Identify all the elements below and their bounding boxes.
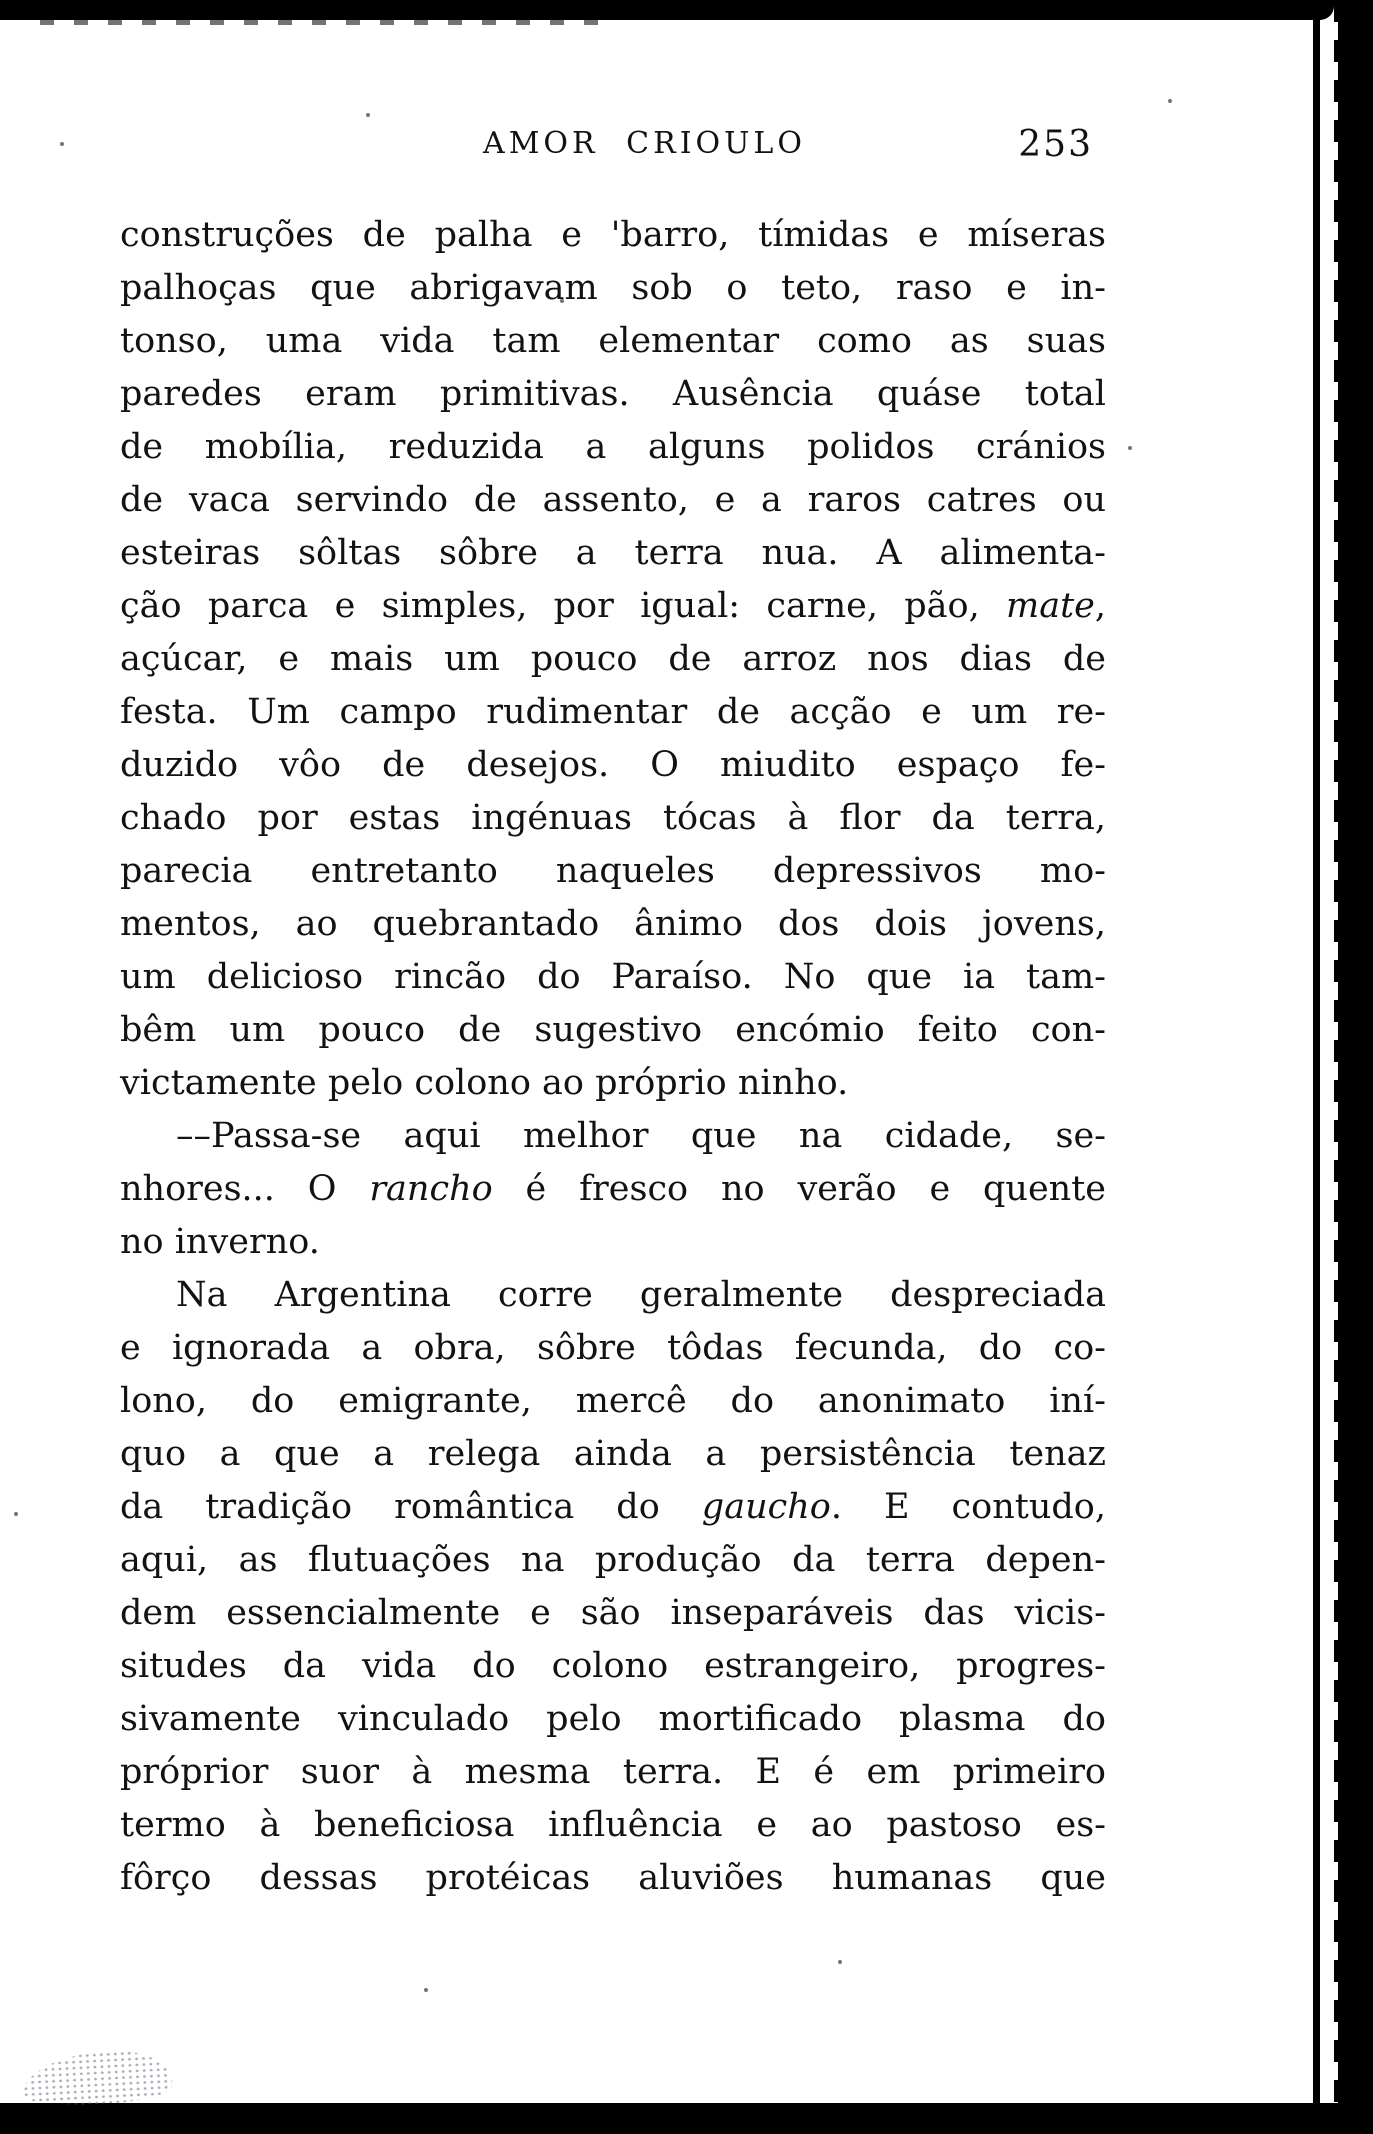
text-segment: . E contudo,: [830, 1487, 1106, 1527]
scan-bottom-bar: [0, 2103, 1373, 2134]
text-segment: sivamente vinculado pelo mortificado plasma do: [120, 1699, 1106, 1739]
text-segment: parecia entretanto naqueles depressivos mo-: [120, 851, 1106, 891]
text-segment: bêm um pouco de sugestivo encómio feito con-: [120, 1010, 1106, 1050]
text-segment: duzido vôo de desejos. O miudito espaço fe-: [120, 745, 1106, 785]
scan-speck: [14, 1512, 18, 1516]
text-line: [120, 1216, 1106, 1269]
scan-speck: [838, 1960, 842, 1964]
scan-right-rule: [1313, 10, 1320, 2106]
text-segment: aqui, as flutuações na produção da terra depen-: [120, 1540, 1106, 1580]
page-header: [120, 126, 1105, 170]
scan-speck: [366, 113, 370, 117]
text-line: [120, 527, 1106, 580]
text-segment: próprior suor à mesma terra. E é em primeiro: [120, 1752, 1106, 1792]
text-line: [120, 792, 1106, 845]
text-segment: termo à beneficiosa influência e ao pastoso es-: [120, 1805, 1106, 1845]
text-segment: açúcar, e mais um pouco de arroz nos dias de: [120, 639, 1106, 679]
text-line: [120, 209, 1106, 262]
text-line: [120, 898, 1106, 951]
text-line: [120, 1481, 1106, 1534]
text-segment: de mobília, reduzida a alguns polidos cránios: [120, 427, 1106, 467]
text-segment: de vaca servindo de assento, e a raros catres ou: [120, 480, 1106, 520]
scan-speck: [1128, 446, 1132, 450]
scan-speck: [60, 142, 64, 146]
text-line: [120, 1746, 1106, 1799]
text-line: [120, 262, 1106, 315]
text-segment: chado por estas ingénuas tócas à flor da terra,: [120, 798, 1106, 838]
text-segment: construções de palha e 'barro, tímidas e míseras: [120, 215, 1106, 255]
text-line: [120, 1693, 1106, 1746]
text-segment: no inverno.: [120, 1222, 320, 1262]
italic-word: gaucho: [701, 1487, 831, 1527]
italic-word: mate: [1006, 586, 1095, 626]
text-segment: paredes eram primitivas. Ausência quáse total: [120, 374, 1106, 414]
text-line: [120, 1322, 1106, 1375]
text-line: [120, 951, 1106, 1004]
text-line: [120, 421, 1106, 474]
scan-speck: [1168, 99, 1172, 103]
text-line: [120, 739, 1106, 792]
scan-smudge: [21, 2048, 174, 2108]
text-line: [120, 633, 1106, 686]
text-segment: quo a que a relega ainda a persistência tenaz: [120, 1434, 1106, 1474]
text-line: [120, 845, 1106, 898]
text-segment: é fresco no verão e quente: [492, 1169, 1106, 1209]
text-line: [120, 1640, 1106, 1693]
text-segment: fôrço dessas protéicas aluviões humanas que: [120, 1858, 1106, 1898]
text-line: [120, 1534, 1106, 1587]
text-segment: esteiras sôltas sôbre a terra nua. A alimenta-: [120, 533, 1106, 573]
text-line: [120, 1057, 1106, 1110]
text-line: [120, 474, 1106, 527]
text-segment: ––Passa-se aqui melhor que na cidade, se-: [176, 1116, 1106, 1156]
text-segment: dem essencialmente e são inseparáveis das vicis-: [120, 1593, 1106, 1633]
text-segment: um delicioso rincão do Paraíso. No que ia tam-: [120, 957, 1106, 997]
text-segment: ,: [1094, 586, 1106, 626]
text-line: [120, 1004, 1106, 1057]
text-line: [120, 315, 1106, 368]
text-line: [120, 1163, 1106, 1216]
text-segment: situdes da vida do colono estrangeiro, progres-: [120, 1646, 1106, 1686]
text-segment: ção parca e simples, por igual: carne, pão,: [120, 586, 1007, 626]
text-line: [120, 1587, 1106, 1640]
text-line: [120, 368, 1106, 421]
text-segment: e ignorada a obra, sôbre tôdas fecunda, do co-: [120, 1328, 1106, 1368]
text-line: [120, 686, 1106, 739]
text-line: [120, 580, 1106, 633]
text-segment: tonso, uma vida tam elementar como as suas: [120, 321, 1106, 361]
text-line: [120, 1428, 1106, 1481]
text-segment: lono, do emigrante, mercê do anonimato iní-: [120, 1381, 1106, 1421]
text-line: [120, 1269, 1106, 1322]
text-line: [120, 1110, 1106, 1163]
text-segment: da tradição romântica do: [120, 1487, 702, 1527]
page-number: 253: [1018, 124, 1093, 165]
body-text: [120, 209, 1106, 1905]
text-segment: palhoças que abrigavam sob o teto, raso e in-: [120, 268, 1106, 308]
text-segment: nhores... O: [120, 1169, 370, 1209]
running-title: AMOR CRIOULO: [483, 126, 806, 161]
text-segment: festa. Um campo rudimentar de acção e um re-: [120, 692, 1106, 732]
text-segment: Na Argentina corre geralmente despreciada: [176, 1275, 1106, 1315]
text-line: [120, 1375, 1106, 1428]
italic-word: rancho: [369, 1169, 493, 1209]
scan-right-band: [1338, 0, 1373, 2134]
scan-top-bar: [0, 0, 1334, 20]
text-segment: mentos, ao quebrantado ânimo dos dois jovens,: [120, 904, 1106, 944]
text-line: [120, 1852, 1106, 1905]
scan-speck: [424, 1988, 428, 1992]
text-segment: victamente pelo colono ao próprio ninho.: [120, 1063, 849, 1103]
text-line: [120, 1799, 1106, 1852]
